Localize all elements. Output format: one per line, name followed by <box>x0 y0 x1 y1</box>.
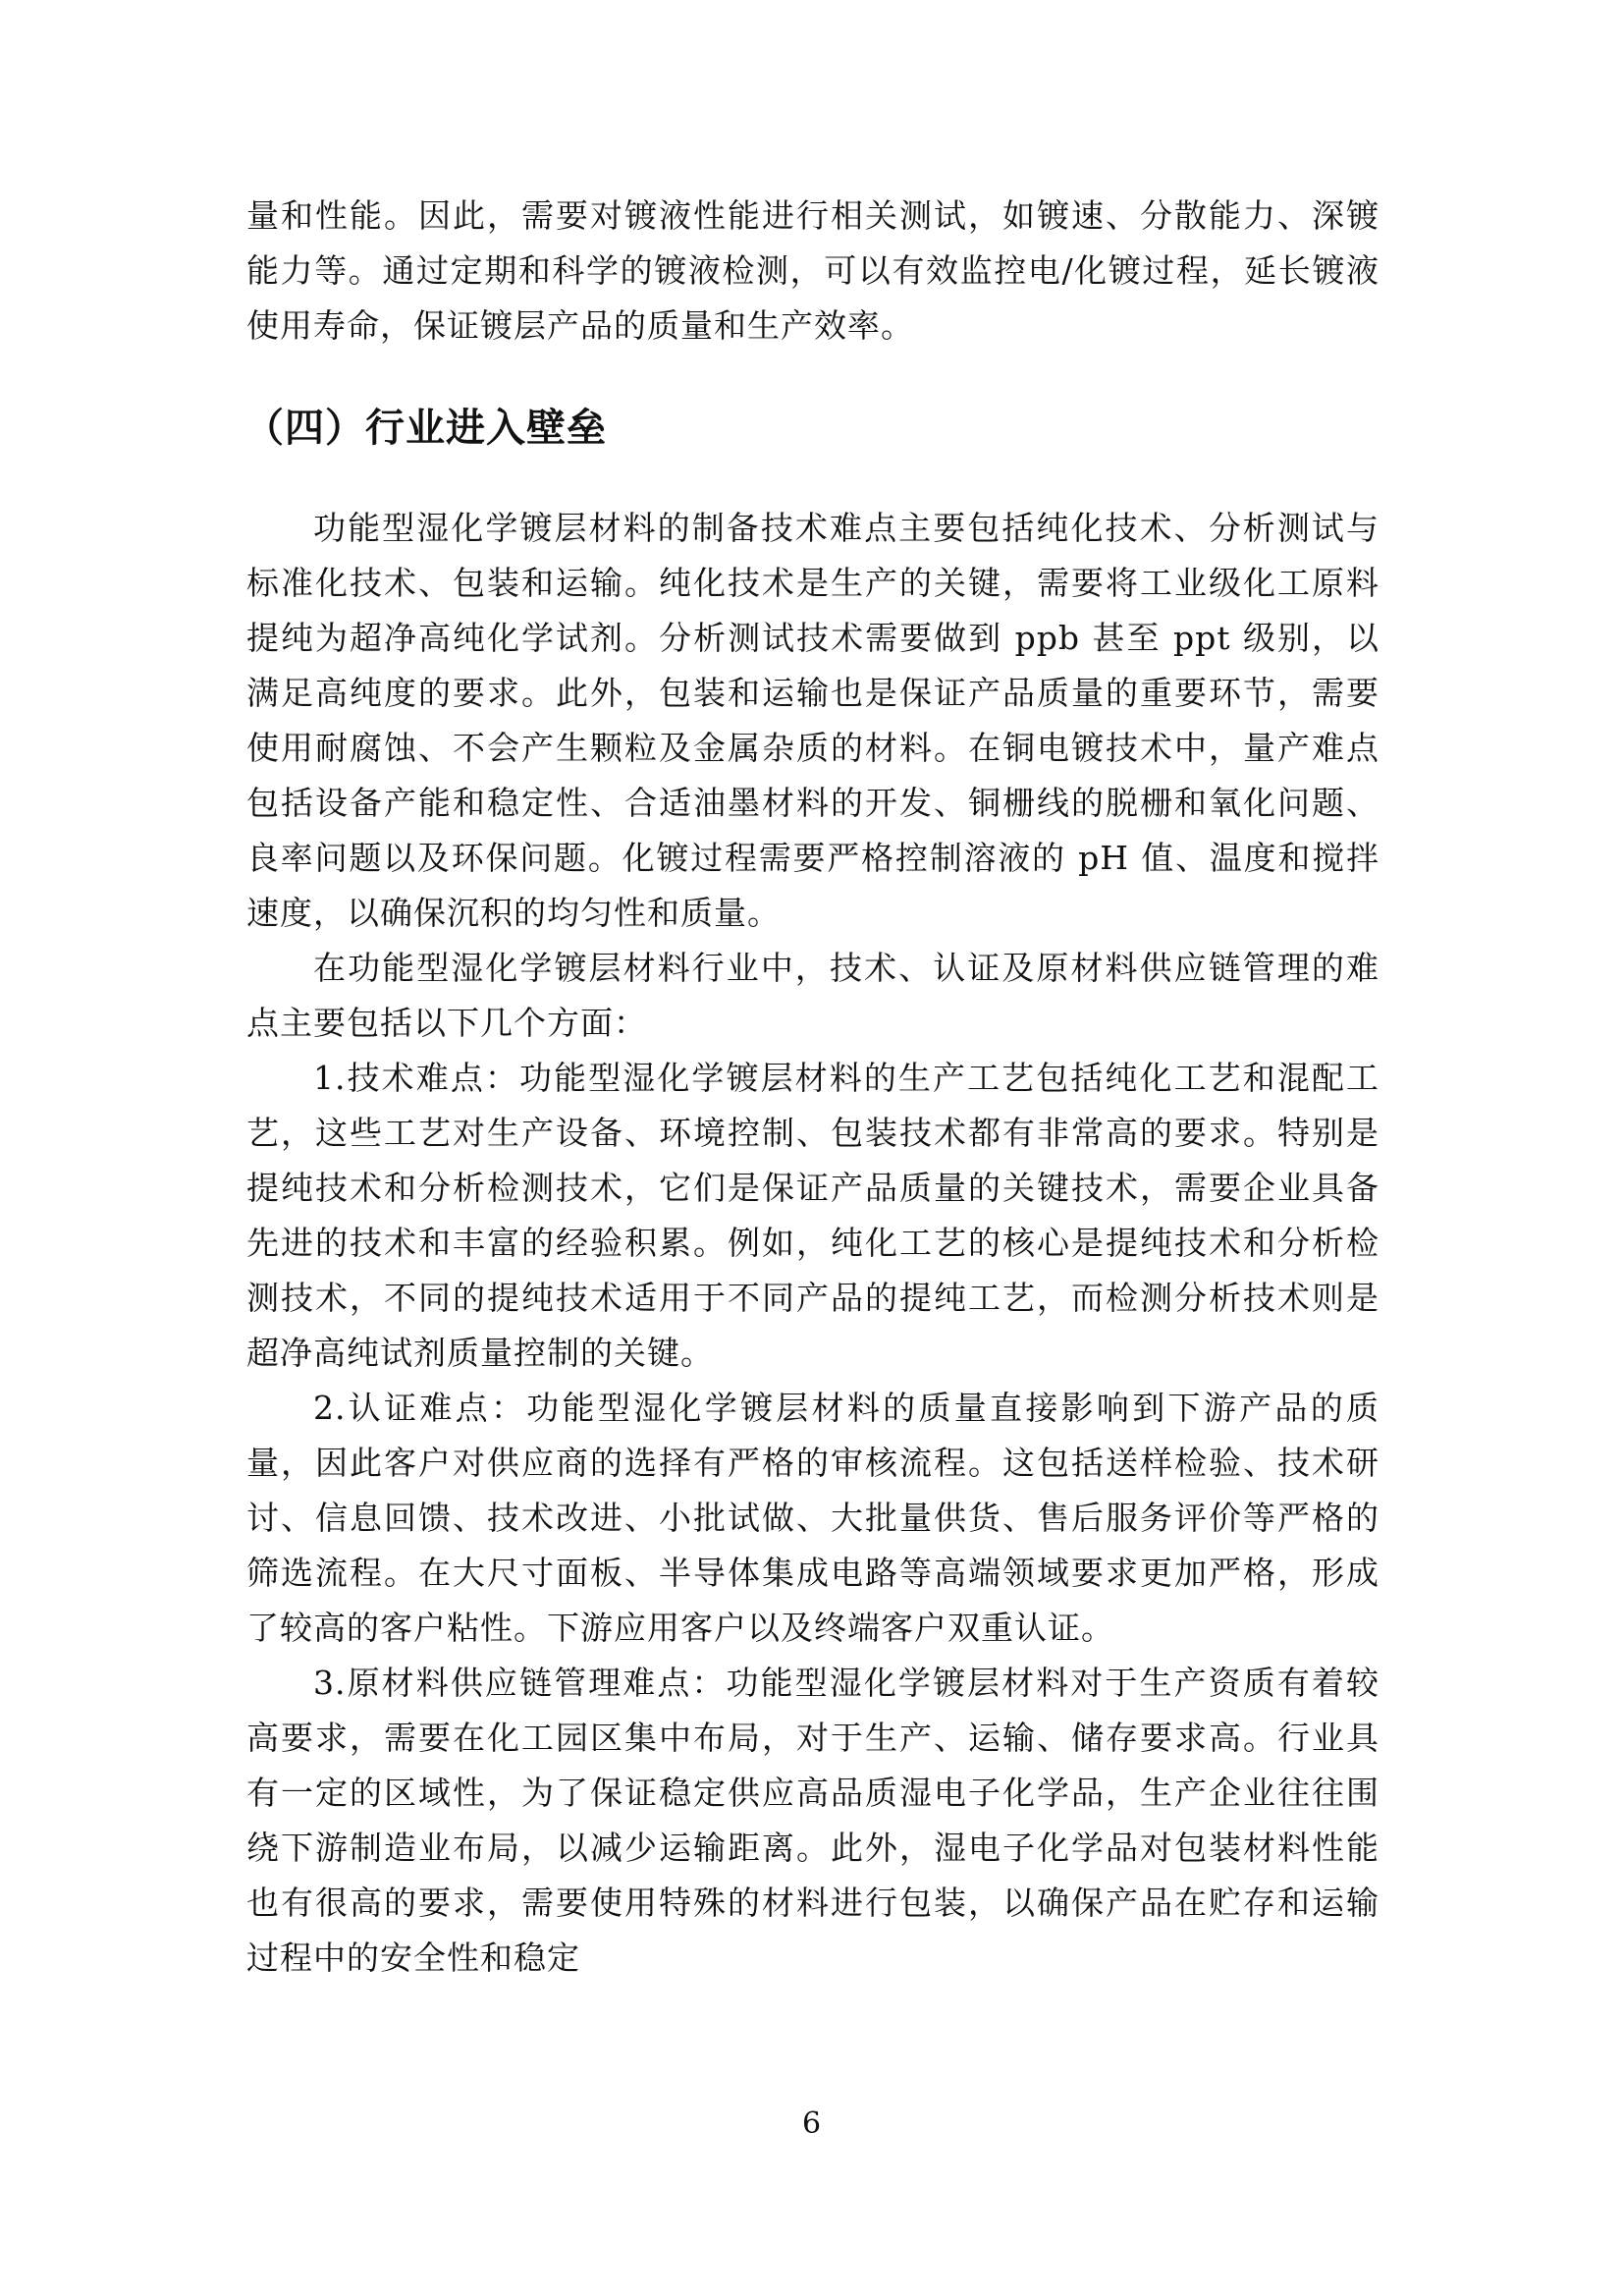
paragraph-supply-chain-difficulty: 3.原材料供应链管理难点：功能型湿化学镀层材料对于生产资质有着较高要求，需要在化工园区集中布局，对于生产、运输、储存要求高。行业具有一定的区域性，为了保证稳定供应高品质湿电子化学品，生产企业往往围绕下游制造业布局，以减少运输距离。此外，湿电子化学品对包装材料性能也有很高的要求，需要使用特殊的材料进行包装，以确保产品在贮存和运输过程中的安全性和稳定 <box>246 1664 1380 1977</box>
page-content <box>246 189 1380 1986</box>
continuation-paragraph: 量和性能。因此，需要对镀液性能进行相关测试，如镀速、分散能力、深镀能力等。通过定期和科学的镀液检测，可以有效监控电/化镀过程，延长镀液使用寿命，保证镀层产品的质量和生产效率。 <box>246 196 1380 345</box>
paragraph-difficulty-intro: 在功能型湿化学镀层材料行业中，技术、认证及原材料供应链管理的难点主要包括以下几个方面： <box>246 949 1380 1042</box>
paragraph-certification-difficulty: 2.认证难点：功能型湿化学镀层材料的质量直接影响到下游产品的质量，因此客户对供应商的选择有严格的审核流程。这包括送样检验、技术研讨、信息回馈、技术改进、小批试做、大批量供货、售后服务评价等严格的筛选流程。在大尺寸面板、半导体集成电路等高端领域要求更加严格，形成了较高的客户粘性。下游应用客户以及终端客户双重认证。 <box>246 1389 1380 1647</box>
page-number: 6 <box>801 2106 822 2141</box>
paragraph-barrier-overview: 功能型湿化学镀层材料的制备技术难点主要包括纯化技术、分析测试与标准化技术、包装和运输。纯化技术是生产的关键，需要将工业级化工原料提纯为超净高纯化学试剂。分析测试技术需要做到 ppb 甚至 ppt 级别，以满足高纯度的要求。此外，包装和运输也是保证产品质量的重要环节，需要使用耐腐蚀、不会产生颗粒及金属杂质的材料。在铜电镀技术中，量产难点包括设备产能和稳定性、合适油墨材料的开发、铜栅线的脱栅和氧化问题、良率问题以及环保问题。化镀过程需要严格控制溶液的 pH 值、温度和搅拌速度，以确保沉积的均匀性和质量。 <box>246 509 1380 932</box>
section-heading: （四）行业进入壁垒 <box>244 406 607 451</box>
paragraph-technical-difficulty: 1.技术难点：功能型湿化学镀层材料的生产工艺包括纯化工艺和混配工艺，这些工艺对生产设备、环境控制、包装技术都有非常高的要求。特别是提纯技术和分析检测技术，它们是保证产品质量的关键技术，需要企业具备先进的技术和丰富的经验积累。例如，纯化工艺的核心是提纯技术和分析检测技术，不同的提纯技术适用于不同产品的提纯工艺，而检测分析技术则是超净高纯试剂质量控制的关键。 <box>246 1059 1380 1372</box>
